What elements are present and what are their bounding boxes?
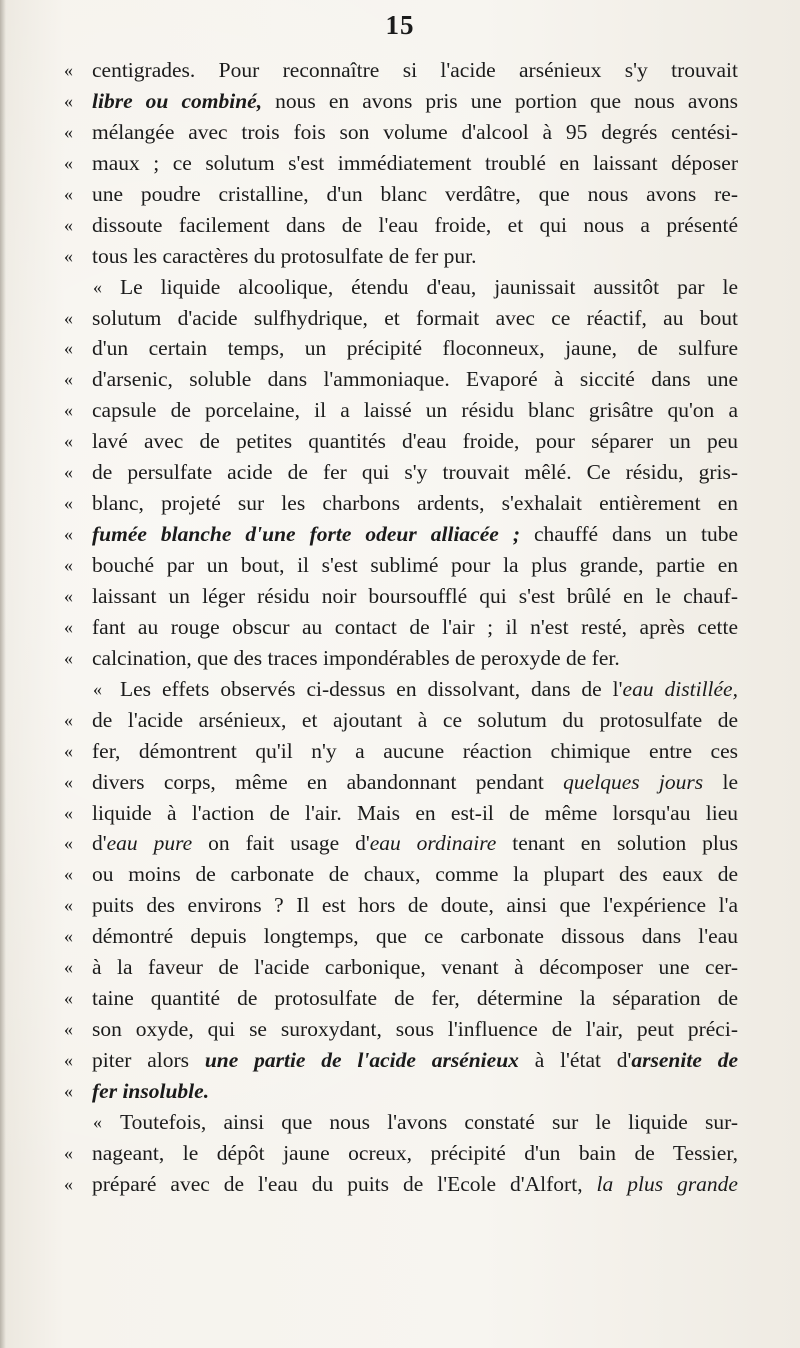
line-text (92, 1169, 738, 1199)
emphasis-text: libre ou combiné, (92, 88, 263, 113)
quote-mark: « (64, 245, 73, 266)
quote-mark: « (64, 369, 73, 390)
text-line (64, 1014, 738, 1045)
text-span: piter alors (92, 1048, 205, 1072)
line-text (120, 674, 738, 704)
text-span: préparé avec de l'eau du puits de l'Ecole d'Alfort, (92, 1171, 597, 1196)
text-span: de persulfate acide de fer qui s'y trouvait mêlé. Ce résidu, gris- (92, 460, 738, 485)
italic-text: eau ordinaire (369, 831, 497, 856)
text-span: d'arsenic, soluble dans l'ammoniaque. Evaporé à siccité dans une (92, 367, 738, 392)
line-text (92, 55, 738, 85)
italic-text: la plus grande (596, 1171, 738, 1196)
page-number: 15 (385, 10, 415, 40)
line-text (92, 828, 738, 858)
quote-mark: « (64, 307, 73, 328)
quote-mark: « (64, 90, 73, 111)
text-line (70, 272, 738, 303)
line-text (92, 519, 738, 549)
quote-mark: « (64, 152, 73, 173)
text-span: d'un certain temps, un précipité floconneux, jaune, de sulfure (92, 336, 738, 361)
line-text (92, 550, 738, 580)
quote-mark: « (64, 338, 73, 359)
quote-mark: « (64, 740, 73, 761)
text-span: centigrades. Pour reconnaître si l'acide arsénieux s'y trouvait (92, 58, 738, 82)
text-line (64, 643, 738, 674)
line-text (92, 1045, 738, 1075)
quote-mark: « (64, 988, 73, 1009)
text-line (64, 828, 739, 859)
text-line (64, 210, 738, 241)
quote-mark: « (64, 864, 73, 885)
line-text (92, 983, 738, 1013)
quote-mark: « (64, 183, 73, 204)
text-line (64, 705, 738, 736)
line-text (92, 457, 738, 487)
quote-mark: « (64, 493, 73, 514)
italic-text: quelques jours (563, 769, 704, 794)
text-line (64, 148, 738, 179)
quote-mark: « (64, 431, 73, 452)
quote-mark: « (93, 276, 102, 297)
line-text (92, 333, 738, 363)
line-text (120, 1107, 738, 1137)
text-line (64, 550, 738, 581)
quote-mark: « (64, 400, 73, 421)
text-span: de l'acide arsénieux, et ajoutant à ce solutum du protosulfate de (92, 707, 738, 732)
text-span: chauffé dans un tube (519, 522, 738, 547)
text-line (64, 798, 738, 829)
emphasis-text: fumée blanche d'une forte odeur alliacée ; (92, 522, 520, 547)
body-text (64, 55, 739, 1200)
text-span: fer, démontrent qu'il n'y a aucune réaction chimique entre ces (92, 738, 738, 763)
text-line (70, 674, 738, 705)
text-line (64, 983, 738, 1014)
text-line (64, 1045, 738, 1076)
text-span: ou moins de carbonate de chaux, comme la plupart des eaux de (92, 862, 738, 887)
text-line (64, 395, 738, 426)
line-text (92, 488, 738, 518)
text-line (64, 117, 738, 148)
text-span: on fait usage d' (192, 831, 370, 856)
line-text (92, 1076, 738, 1106)
text-line (64, 241, 738, 272)
text-line (64, 426, 738, 457)
quote-mark: « (64, 1050, 73, 1070)
text-line (64, 859, 738, 890)
text-line (64, 952, 738, 983)
text-line (64, 55, 738, 86)
text-span: à la faveur de l'acide carbonique, venant à décomposer une cer- (92, 955, 738, 980)
quote-mark: « (64, 462, 73, 483)
emphasis-text: une partie de l'acide arsénieux (204, 1048, 519, 1072)
line-text (92, 426, 738, 456)
line-text (92, 148, 738, 178)
text-span: Toutefois, ainsi que nous l'avons constaté sur le liquide sur- (120, 1109, 738, 1134)
text-span: le (703, 769, 738, 794)
text-line (64, 890, 738, 921)
quote-mark: « (64, 1142, 73, 1163)
emphasis-text: arsenite de (631, 1048, 738, 1072)
text-line (70, 1107, 738, 1138)
text-line (64, 1169, 738, 1200)
text-span: mélangée avec trois fois son volume d'alcool à 95 degrés centési- (92, 119, 738, 144)
text-line (64, 767, 738, 798)
quote-mark: « (64, 833, 73, 854)
line-text (92, 395, 738, 425)
quote-mark: « (93, 678, 102, 699)
text-line (64, 333, 738, 364)
line-text (92, 921, 738, 951)
line-text (92, 767, 738, 797)
text-span: capsule de porcelaine, il a laissé un résidu blanc grisâtre qu'on a (92, 398, 738, 423)
line-text (92, 1138, 738, 1168)
text-span: son oxyde, qui se suroxydant, sous l'influence de l'air, peut préci- (92, 1017, 738, 1042)
text-line (64, 303, 738, 334)
line-text (92, 210, 738, 240)
text-span: taine quantité de protosulfate de fer, détermine la séparation de (92, 986, 738, 1011)
quote-mark: « (64, 1019, 73, 1040)
text-line (64, 1138, 738, 1169)
text-line (64, 457, 738, 488)
quote-mark: « (64, 647, 73, 668)
quote-mark: « (64, 585, 73, 606)
line-text (92, 643, 738, 673)
text-line (64, 581, 738, 612)
quote-mark: « (64, 771, 73, 792)
text-line (64, 921, 738, 952)
text-span: calcination, que des traces impondérables de peroxyde de fer. (92, 645, 620, 670)
text-span: fant au rouge obscur au contact de l'air ; il n'est resté, après cette (92, 614, 738, 639)
text-span: démontré depuis longtemps, que ce carbonate dissous dans l'eau (92, 924, 738, 949)
quote-mark: « (64, 60, 73, 80)
text-span: maux ; ce solutum s'est immédiatement troublé en laissant déposer (92, 150, 738, 175)
text-span: dissoute facilement dans de l'eau froide, et qui nous a présenté (92, 212, 738, 237)
line-text (92, 952, 738, 982)
line-text (92, 86, 738, 116)
line-text (92, 241, 738, 271)
line-text (92, 798, 738, 828)
italic-text: eau distillée, (622, 676, 738, 701)
text-line (64, 179, 738, 210)
text-span: une poudre cristalline, d'un blanc verdâtre, que nous avons re- (92, 181, 738, 206)
text-span: solutum d'acide sulfhydrique, et formait avec ce réactif, au bout (92, 305, 738, 330)
text-line (64, 86, 738, 117)
text-span: Le liquide alcoolique, étendu d'eau, jaunissait aussitôt par le (120, 274, 738, 299)
line-text (92, 859, 738, 889)
text-span: puits des environs ? Il est hors de doute, ainsi que l'expérience l'a (92, 893, 738, 918)
line-text (92, 612, 738, 642)
text-span: blanc, projeté sur les charbons ardents, s'exhalait entièrement en (92, 491, 738, 516)
text-span: Les effets observés ci-dessus en dissolvant, dans de l' (120, 676, 623, 701)
text-span: divers corps, même en abandonnant pendant (92, 769, 564, 794)
text-line (64, 736, 738, 767)
text-span: à l'état d' (518, 1048, 632, 1072)
line-text (92, 117, 738, 147)
quote-mark: « (64, 957, 73, 978)
quote-mark: « (64, 214, 73, 235)
quote-mark: « (64, 555, 73, 575)
quote-mark: « (93, 1111, 102, 1132)
text-span: d' (92, 831, 107, 856)
text-span: laissant un léger résidu noir boursoufflé qui s'est brûlé en le chauf- (92, 583, 738, 608)
quote-mark: « (64, 616, 73, 637)
line-text (92, 581, 738, 611)
text-span: nageant, le dépôt jaune ocreux, précipité d'un bain de Tessier, (92, 1140, 738, 1165)
line-text (92, 303, 738, 333)
text-line (64, 1076, 738, 1107)
quote-mark: « (64, 895, 73, 916)
quote-mark: « (64, 802, 73, 823)
text-line (64, 612, 738, 643)
line-text (92, 890, 738, 920)
quote-mark: « (64, 926, 73, 947)
quote-mark: « (64, 524, 73, 545)
text-line (64, 364, 738, 395)
line-text (92, 736, 738, 766)
line-text (120, 272, 738, 302)
text-span: bouché par un bout, il s'est sublimé pour la plus grande, partie en (92, 553, 738, 577)
page-edge-shadow (0, 0, 6, 1348)
text-span: lavé avec de petites quantités d'eau froide, pour séparer un peu (92, 429, 738, 454)
quote-mark: « (64, 1173, 73, 1194)
text-line (64, 519, 738, 550)
line-text (92, 1014, 738, 1044)
quote-mark: « (64, 709, 73, 730)
quote-mark: « (64, 1080, 73, 1101)
text-span: liquide à l'action de l'air. Mais en est-il de même lorsqu'au lieu (92, 800, 738, 825)
text-span: tous les caractères du protosulfate de fer pur. (92, 243, 477, 268)
text-span: nous en avons pris une portion que nous avons (262, 88, 738, 113)
italic-text: eau pure (106, 831, 193, 856)
text-line (64, 488, 738, 519)
emphasis-text: fer insoluble. (92, 1078, 210, 1103)
quote-mark: « (64, 121, 73, 142)
line-text (92, 179, 738, 209)
line-text (92, 364, 738, 394)
line-text (92, 705, 738, 735)
text-span: tenant en solution plus (496, 831, 739, 856)
